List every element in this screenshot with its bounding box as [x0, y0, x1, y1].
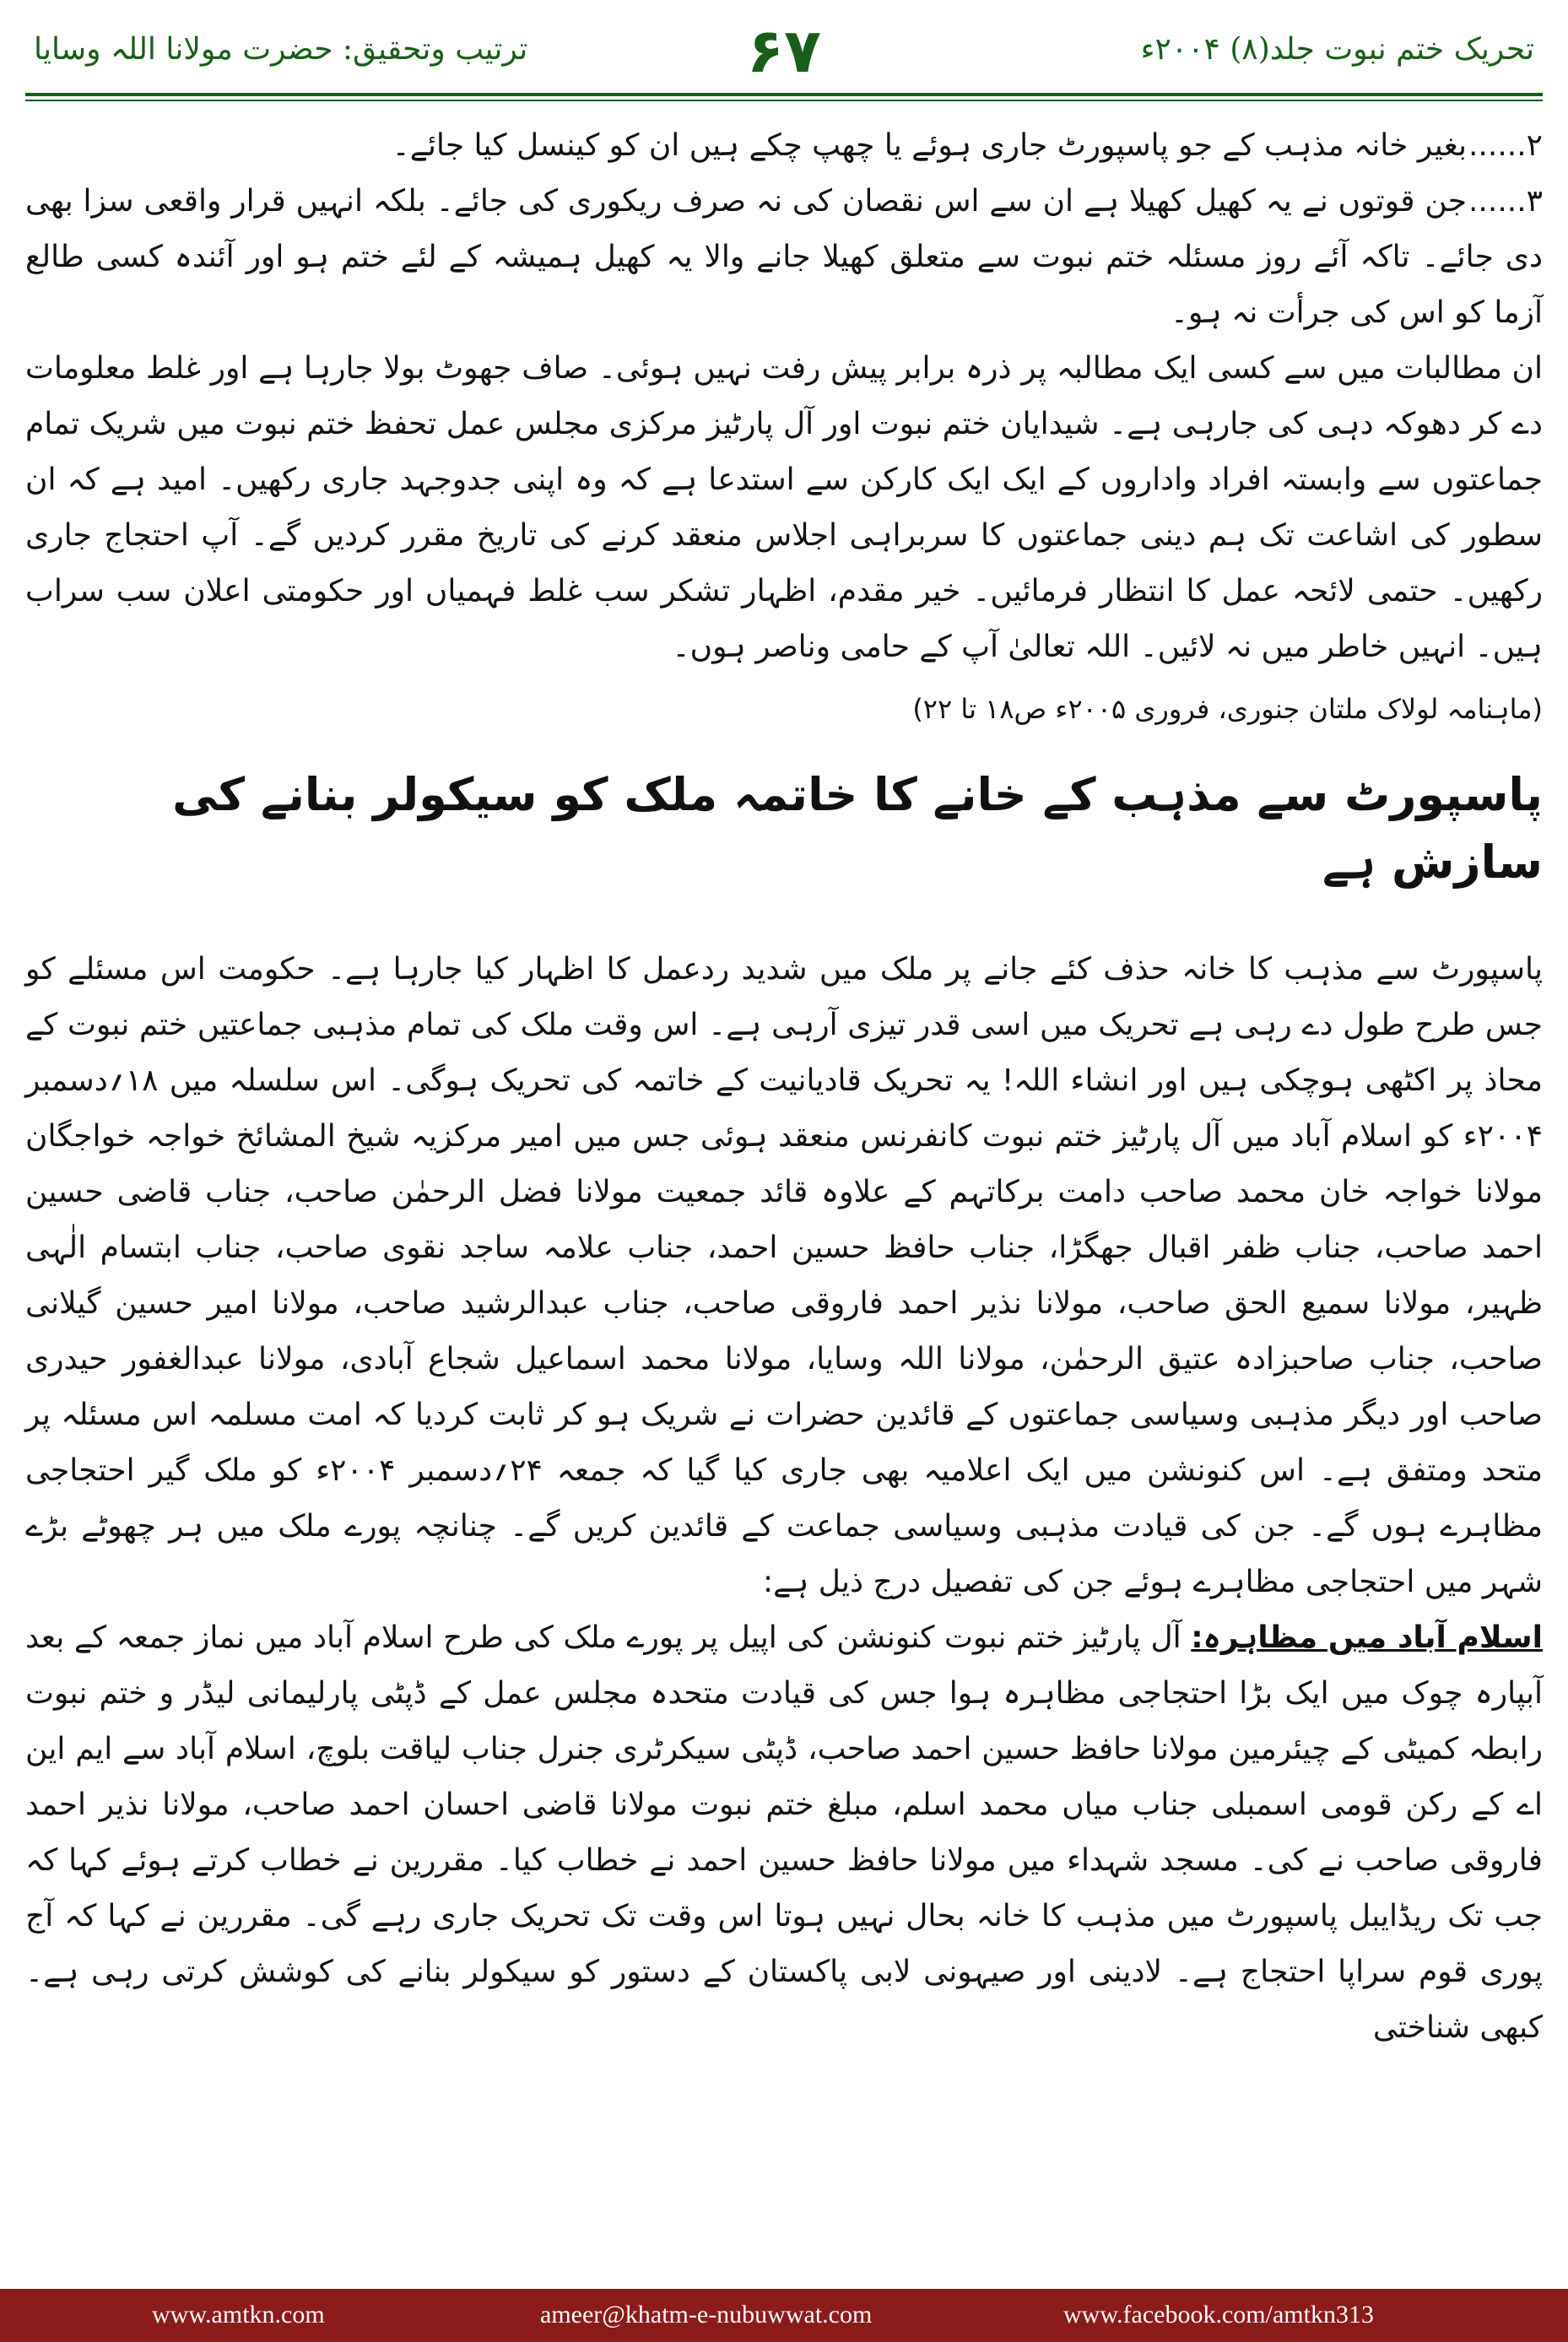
item-number: ۲...... — [1468, 128, 1543, 163]
list-item — [25, 174, 1543, 341]
page-footer — [0, 2289, 1568, 2342]
website-link[interactable]: www.amtkn.com — [152, 2301, 325, 2328]
header-rule — [25, 93, 1543, 96]
list-item — [25, 118, 1543, 174]
item-number: ۳...... — [1468, 184, 1543, 219]
compiler-credit: ترتیب وتحقیق: حضرت مولانا اللہ وسایا — [34, 32, 528, 67]
page-number: ۶۷ — [747, 15, 821, 86]
body-paragraph: پاسپورٹ سے مذہب کا خانہ حذف کئے جانے پر ملک میں شدید ردعمل کا اظہار کیا جارہا ہے۔ حکومت اس مسئلے کو جس طرح طول دے رہی ہے تحریک میں اسی قدر تیزی آرہی ہے۔ اس وقت ملک کی تمام مذہبی جماعتیں ختم نبوت کے محاذ پر اکٹھی ہوچکی ہیں اور انشاء اللہ! یہ تحریک قادیانیت کے خاتمہ کی تحریک ہوگی۔ اس سلسلہ میں ۱۸؍دسمبر ۲۰۰۴ء کو اسلام آباد میں آل پارٹیز ختم نبوت کانفرنس منعقد ہوئی جس میں امیر مرکزیہ شیخ المشائخ خواجہ خواجگان مولانا خواجہ خان محمد صاحب دامت برکاتہم کے علاوہ قائد جمعیت مولانا فضل الرحمٰن صاحب، جناب قاضی حسین احمد صاحب، جناب ظفر اقبال جھگڑا، جناب حافظ حسین احمد، جناب علامہ ساجد نقوی صاحب، جناب ابتسام الٰہی ظہیر، مولانا سمیع الحق صاحب، مولانا نذیر احمد فاروقی صاحب، جناب عبدالرشید صاحب، مولانا امیر حسین گیلانی صاحب، جناب صاحبزادہ عتیق الرحمٰن، مولانا اللہ وسایا، مولانا محمد اسماعیل شجاع آبادی، مولانا عبدالغفور حیدری صاحب اور دیگر مذہبی وسیاسی جماعتوں کے قائدین حضرات نے شریک ہو کر ثابت کردیا کہ امت مسلمہ اس مسئلہ پر متحد ومتفق ہے۔ اس کنونشن میں ایک اعلامیہ بھی جاری کیا گیا کہ جمعہ ۲۴؍دسمبر ۲۰۰۴ء کو ملک گیر احتجاجی مظاہرے ہوں گے۔ جن کی قیادت مذہبی وسیاسی جماعت کے قائدین کریں گے۔ چنانچہ پورے ملک میں ہر چھوٹے بڑے شہر میں احتجاجی مظاہرے ہوئے جن کی تفصیل درج ذیل ہے: — [25, 952, 1544, 1599]
page-header — [0, 0, 1568, 101]
section-heading: پاسپورٹ سے مذہب کے خانے کا خاتمہ ملک کو سیکولر بنانے کی سازش ہے — [172, 768, 1543, 889]
book-title: تحریک ختم نبوت جلد(۸) ۲۰۰۴ء — [1140, 32, 1534, 67]
subsection-text: آل پارٹیز ختم نبوت کنونشن کی اپیل پر پورے ملک کی طرح اسلام آباد میں نماز جمعہ کے بعد آبپارہ چوک میں ایک بڑا احتجاجی مظاہرہ ہوا جس کی قیادت متحدہ مجلس عمل کے ڈپٹی پارلیمانی لیڈر و ختم نبوت رابطہ کمیٹی کے چیئرمین مولانا حافظ حسین احمد صاحب، ڈپٹی سیکرٹری جنرل جناب لیاقت بلوچ، اسلام آباد سے ایم این اے کے رکن قومی اسمبلی جناب میاں محمد اسلم، مبلغ ختم نبوت مولانا قاضی احسان احمد صاحب، مولانا نذیر احمد فاروقی صاحب نے کی۔ مسجد شہداء میں مولانا حافظ حسین احمد نے خطاب کیا۔ مقررین نے خطاب کرتے ہوئے کہا کہ جب تک ریڈایبل پاسپورٹ میں مذہب کا خانہ بحال نہیں ہوتا اس وقت تک تحریک جاری رہے گی۔ مقررین نے کہا کہ آج پوری قوم سراپا احتجاج ہے۔ لادینی اور صیہونی لابی پاکستان کے دستور کو سیکولر بنانے کی کوشش کرتی رہی ہے۔ کبھی شناختی — [25, 1620, 1543, 2045]
item-text: جن قوتوں نے یہ کھیل کھیلا ہے ان سے اس نقصان کی نہ صرف ریکوری کی جائے۔ بلکہ انہیں قرار واقعی سزا بھی دی جائے۔ تاکہ آئے روز مسئلہ ختم نبوت سے متعلق کھیلا جانے والا یہ کھیل ہمیشہ کے لئے ختم ہو اور آئندہ کسی طالع آزما کو اس کی جرأت نہ ہو۔ — [25, 184, 1543, 330]
page-body — [25, 118, 1543, 2056]
email-link[interactable]: ameer@khatm-e-nubuwwat.com — [540, 2301, 873, 2328]
body-paragraph: ان مطالبات میں سے کسی ایک مطالبہ پر ذرہ برابر پیش رفت نہیں ہوئی۔ صاف جھوٹ بولا جارہا ہے اور غلط معلومات دے کر دھوکہ دہی کی جارہی ہے۔ شیدایان ختم نبوت اور آل پارٹیز مرکزی مجلس عمل تحفظ ختم نبوت میں شریک تمام جماعتوں سے وابستہ افراد واداروں کے ایک ایک کارکن سے استدعا ہے کہ وہ اپنی جدوجہد جاری رکھیں۔ امید ہے کہ ان سطور کی اشاعت تک ہم دینی جماعتوں کا سربراہی اجلاس منعقد کرنے کی تاریخ مقرر کردیں گے۔ آپ احتجاج جاری رکھیں۔ حتمی لائحہ عمل کا انتظار فرمائیں۔ خیر مقدم، اظہار تشکر سب غلط فہمیاں اور حکومتی اعلان سب سراب ہیں۔ انہیں خاطر میں نہ لائیں۔ اللہ تعالیٰ آپ کے حامی وناصر ہوں۔ — [25, 351, 1543, 664]
item-text: بغیر خانہ مذہب کے جو پاسپورٹ جاری ہوئے یا چھپ چکے ہیں ان کو کینسل کیا جائے۔ — [392, 128, 1467, 163]
source-citation: (ماہنامہ لولاک ملتان جنوری، فروری ۲۰۰۵ء ص۱۸ تا ۲۲) — [912, 693, 1543, 725]
header-rule-thin — [25, 100, 1543, 101]
facebook-link[interactable]: www.facebook.com/amtkn313 — [1063, 2301, 1374, 2328]
subsection-paragraph — [25, 1610, 1543, 2056]
subsection-title: اسلام آباد میں مظاہرہ: — [1191, 1620, 1543, 1655]
